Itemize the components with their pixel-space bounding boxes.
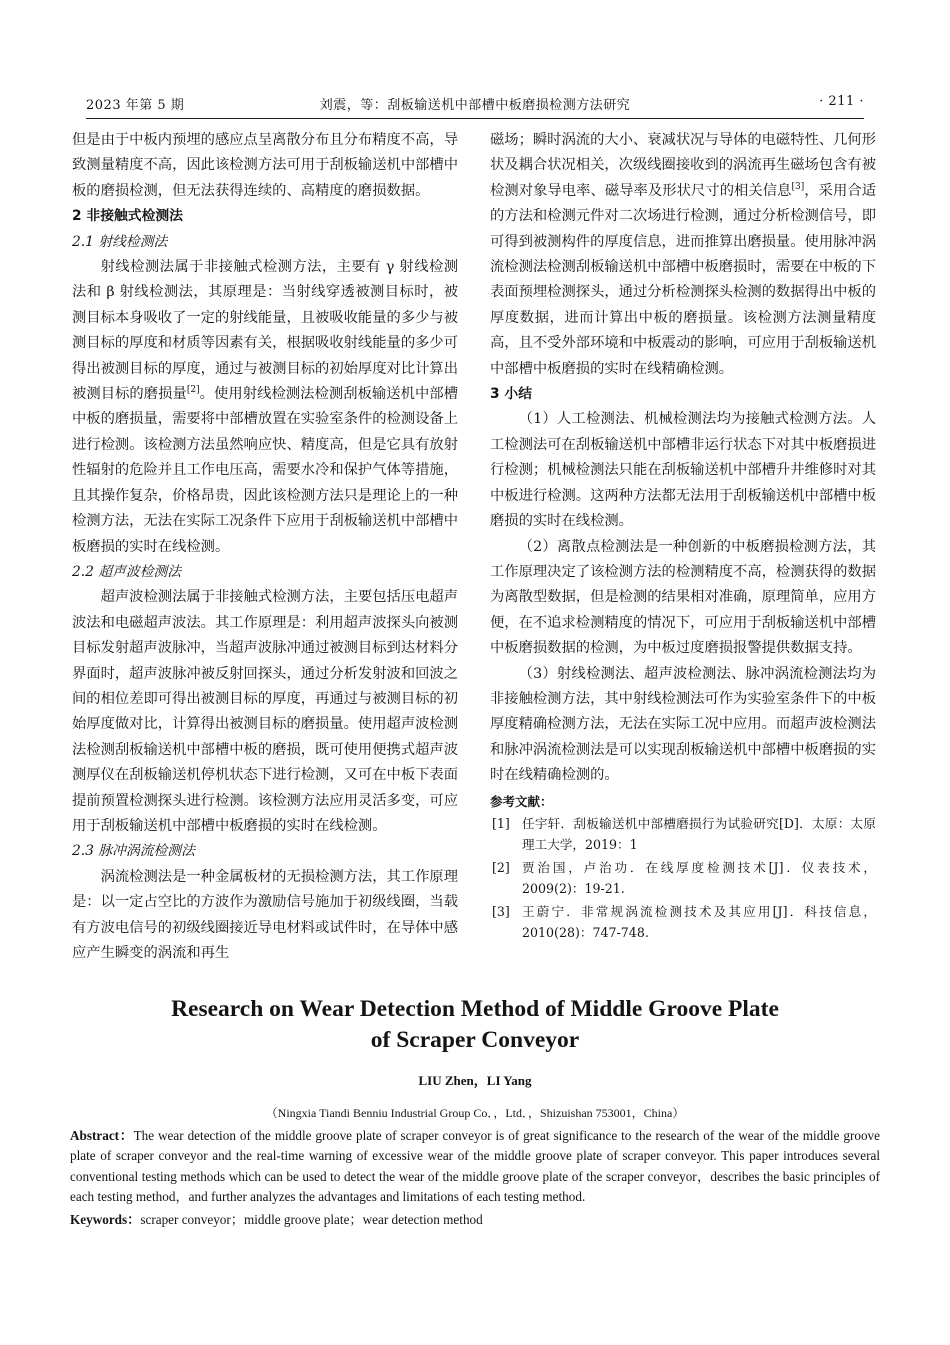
left-column <box>72 128 458 966</box>
paragraph-2-1-part-b: 。使用射线检测法检测刮板输送机中部槽中板的磨损量，需要将中部槽放置在实验室条件的检测设备上进行检测。该检测方法虽然响应快、精度高，但是它具有放射性辐射的危险并且工作电压高，需要水冷和保护气体等措施，且其操作复杂，价格昂贵，因此该检测方法只是理论上的一种检测方法，无法在实际工况条件下应用于刮板输送机中部槽中板磨损的实时在线检测。 <box>72 386 459 555</box>
keywords-text: scraper conveyor；middle groove plate；wear detection method <box>140 1211 483 1227</box>
summary-item-2: （2）离散点检测法是一种创新的中板磨损检测方法，其工作原理决定了该检测方法的检测精度不高，检测获得的数据为离散型数据，但是检测的结果相对准确，原理简单，应用方便，在不追求检测精度的情况下，可应用于刮板输送机中部槽中板磨损数据的检测，为中板过度磨损报警提供数据支持。 <box>490 538 877 657</box>
reference-number: [1] <box>492 815 510 831</box>
summary-item-3: （3）射线检测法、超声波检测法、脉冲涡流检测法均为非接触检测方法，其中射线检测法可作为实验室条件下的中板厚度精确检测方法，无法在实际工况中应用。而超声波检测法和脉冲涡流检测法是可以实现刮板输送机中部槽中板磨损的实时在线精确检测的。 <box>490 665 877 784</box>
summary-item-1: （1）人工检测法、机械检测法均为接触式检测方法。人工检测法可在刮板输送机中部槽非运行状态下对其中板磨损进行检测；机械检测法只能在刮板输送机中部槽升井维修时对其中板进行检测。这两种方法都无法用于刮板输送机中部槽中板磨损的实时在线检测。 <box>490 411 877 530</box>
right-column <box>490 128 876 945</box>
abstract-text: The wear detection of the middle groove plate of scraper conveyor is of great significance to the research of the wear of the middle groove plate of scraper conveyor and the real-time warning of excessive wear of the middle groove plate of scraper conveyor. This paper introduces several conventional testing methods which can be used to detect the wear of the middle groove plate of the scraper conveyor，describes the basic principles of each testing method，and further analyzes the advantages and limitations of each testing method. <box>70 1128 880 1205</box>
english-authors: LIU Zhen，LI Yang <box>418 1073 532 1088</box>
reference-text: 贾治国，卢治功．在线厚度检测技术[J]．仪表技术，2009(2)：19-21. <box>522 859 876 896</box>
paragraph-2-1-part-a: 射线检测法属于非接触式检测方法，主要有 γ 射线检测法和 β 射线检测法，其原理是：当射线穿透被测目标时，被测目标本身吸收了一定的射线能量，且被吸收能量的多少与被测目标的厚度和材质等因素有关，根据吸收射线能量的多少可得出被测目标的厚度，通过与被测目标的初始厚度对比计算出被测目标的磨损量 <box>72 259 459 403</box>
running-title: 刘震，等：刮板输送机中部槽中板磨损检测方法研究 <box>319 98 631 113</box>
citation-3[interactable]: [3] <box>791 182 805 193</box>
reference-text: 王蔚宁．非常规涡流检测技术及其应用[J]．科技信息，2010(28)：747-748. <box>522 903 876 940</box>
paragraph-2-2: 超声波检测法属于非接触式检测方法，主要包括压电超声波法和电磁超声波法。其工作原理是：利用超声波探头向被测目标发射超声波脉冲，当超声波脉冲通过被测目标到达材料分界面时，超声波脉冲被反射回探头，通过分析发射波和回波之间的相位差即可得出被测目标的厚度，再通过与被测目标的初始厚度做对比，计算得出被测目标的磨损量。使用超声波检测法检测刮板输送机中部槽中板的磨损，既可使用便携式超声波测厚仪在刮板输送机停机状态下进行检测，又可在中板下表面提前预置检测探头进行检测。该检测方法应用灵活多变，可应用于刮板输送机中部槽中板磨损的实时在线检测。 <box>72 589 459 834</box>
english-title-line-1: Research on Wear Detection Method of Middle Groove Plate <box>171 996 779 1022</box>
citation-2[interactable]: [2] <box>186 385 200 396</box>
reference-number: [3] <box>492 903 510 919</box>
english-affiliation: （Ningxia Tiandi Benniu Industrial Group Co．，Ltd．，Shizuishan 753001，China） <box>265 1106 685 1120</box>
reference-item <box>490 813 876 855</box>
intro-paragraph: 但是由于中板内预埋的感应点呈离散分布且分布精度不高，导致测量精度不高，因此该检测方法可用于刮板输送机中部槽中板的磨损检测，但无法获得连续的、高精度的磨损数据。 <box>72 132 459 199</box>
references-heading: 参考文献： <box>490 793 553 809</box>
english-title <box>70 994 880 1056</box>
keywords-label: Keywords： <box>70 1211 141 1227</box>
abstract-label: Abstract： <box>70 1128 134 1143</box>
page-number: · 211 · <box>819 94 864 109</box>
running-header <box>86 86 864 116</box>
reference-item <box>490 901 876 943</box>
subsection-2-1-heading: 2.1 射线检测法 <box>72 233 168 250</box>
reference-item <box>490 857 876 899</box>
paragraph-2-3: 涡流检测法是一种金属板材的无损检测方法，其工作原理是：以一定占空比的方波作为激励信号施加于初级线圈，当载有方波电信号的初级线圈接近导电材料或试件时，在导体中感应产生瞬变的涡流和再生 <box>72 868 459 961</box>
header-divider <box>86 118 864 119</box>
english-abstract <box>70 1126 880 1208</box>
journal-issue: 2023 年第 5 期 <box>86 98 185 113</box>
paragraph-2-3-cont-part-a: 磁场；瞬时涡流的大小、衰减状况与导体的电磁特性、几何形状及耦合状况相关，次级线圈接收到的涡流再生磁场包含有被检测对象导电率、磁导率及形状尺寸的相关信息 <box>490 132 877 199</box>
subsection-2-2-heading: 2.2 超声波检测法 <box>72 563 182 580</box>
english-keywords <box>70 1210 880 1230</box>
reference-text: 任宇轩．刮板输送机中部槽磨损行为试验研究[D]．太原：太原理工大学，2019：1 <box>522 815 876 852</box>
reference-number: [2] <box>492 859 510 875</box>
paragraph-2-3-cont-part-b: ，采用合适的方法和检测元件对二次场进行检测，通过分析检测信号，即可得到被测构件的厚度信息，进而推算出磨损量。使用脉冲涡流检测法检测刮板输送机中部槽中板磨损时，需要在中板的下表面预埋检测探头，通过分析检测探头检测的数据得出中板的厚度数据，进而计算出中板的磨损量。该检测方法测量精度高，且不受外部环境和中板震动的影响，可应用于刮板输送机中部槽中板磨损的实时在线精确检测。 <box>490 182 877 377</box>
section-2-heading: 2 非接触式检测法 <box>72 208 183 225</box>
paragraph-2-3-continued <box>490 128 876 382</box>
subsection-2-3-heading: 2.3 脉冲涡流检测法 <box>72 843 195 860</box>
paragraph-2-1 <box>72 255 458 560</box>
english-title-line-2: of Scraper Conveyor <box>370 1027 580 1053</box>
section-3-heading: 3 小结 <box>490 386 532 403</box>
english-abstract-block <box>70 994 880 1230</box>
